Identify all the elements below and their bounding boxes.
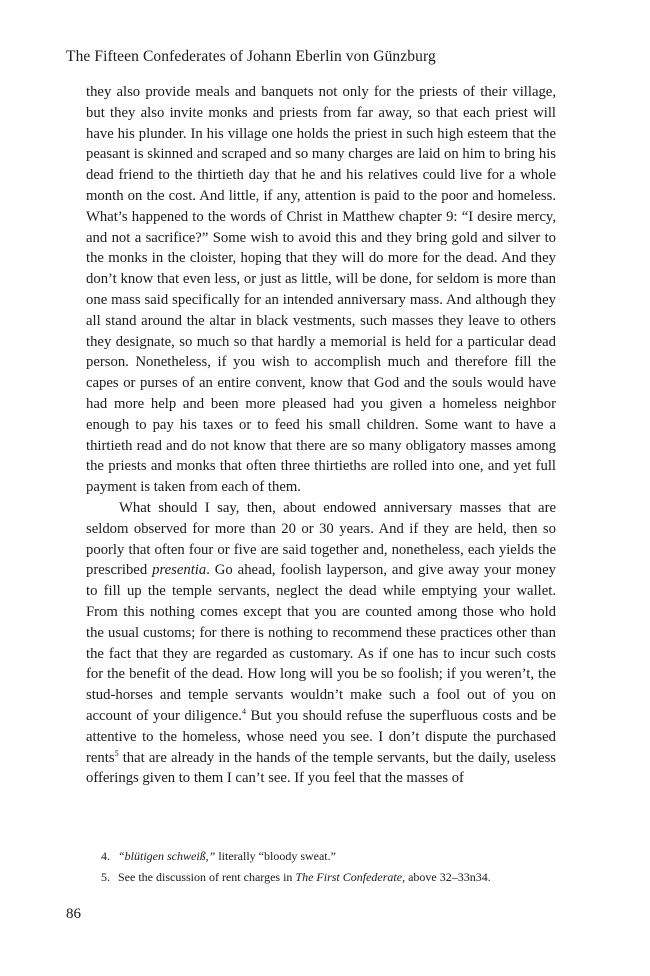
paragraph-2	[86, 498, 556, 789]
paragraph-2-part-1: What should I say, then, about endowed anniversary masses that are seldom observed for more than 20 or 30 years. And if they are held, then so poorly that often four or five are said together and, nonetheless, each yields the prescribed	[86, 499, 556, 579]
main-text	[86, 82, 556, 789]
footnote-text: literally “bloody sweat.”	[215, 849, 336, 863]
footnote-ref-4[interactable]: 4	[241, 706, 246, 716]
footnote-number: 5.	[101, 870, 110, 884]
page-number: 86	[66, 906, 81, 922]
footnote-5	[101, 867, 561, 888]
italic-term-presentia: presentia	[152, 562, 207, 579]
footnote-text-end: , above 32–33n34.	[402, 870, 491, 884]
footnotes	[101, 846, 561, 888]
paragraph-2-part-3: But you should refuse the superfluous costs and be attentive to the homeless, whose need you see. I don’t dispute the purchased rents	[86, 707, 556, 766]
paragraph-2-part-2: . Go ahead, foolish layperson, and give away your money to fill up the temple servants, neglect the dead while emptying your wallet. From this nothing comes except that you are counted among those who hold the usual customs; for there is nothing to recommend these practices other than the fact that they are regarded as customary. As if one has to incur such costs for the benefit of the dead. How long will you be so foolish; if you weren’t, the stud-horses and temple servants wouldn’t make such a fool out of you on account of your diligence.	[86, 562, 556, 724]
footnote-4	[101, 846, 561, 867]
footnote-italic: “blütigen schweiß,”	[118, 849, 216, 863]
paragraph-2-part-4: that are already in the hands of the temple servants, but the daily, useless offerings given to them I can’t see. If you feel that the masses of	[86, 749, 556, 787]
footnote-text: See the discussion of rent charges in	[118, 870, 296, 884]
paragraph-1: they also provide meals and banquets not only for the priests of their village, but they also invite monks and priests from far away, so that each priest will have his plunder. In his village one holds the priest in such high esteem that the peasant is skinned and scraped and so many charges are laid on him to bring his dead friend to the thirtieth day that he and his relatives could live for a whole month on the cost. And little, if any, attention is paid to the poor and homeless. What’s happened to the words of Christ in Matthew chapter 9: “I desire mercy, and not a sacrifice?” Some wish to avoid this and they bring gold and silver to the monks in the cloister, hoping that they will do more for the dead. And they don’t know that even less, or just as little, will be done, for seldom is more than one mass said specifically for an intended anniversary mass. And although they all stand around the altar in black vestments, such masses they leave to others they designate, so much so that hardly a memorial is held for a particular dead person. Nonetheless, if you wish to accomplish much and therefore fill the capes or purses of an entire convent, know that God and the souls would have had more help and been more pleased had you given a homeless neighbor enough to pay his taxes or to feed his small children. Some want to have a thirtieth read and do not know that there are so many obligatory masses among the priests and monks that often three thirtieths are rolled into one, and yet full payment is taken from each of them.	[86, 84, 556, 496]
running-header: The Fifteen Confederates of Johann Eberlin von Günzburg	[66, 48, 436, 65]
footnote-number: 4.	[101, 849, 110, 863]
footnote-italic: The First Confederate	[295, 870, 403, 884]
footnote-ref-5[interactable]: 5	[114, 748, 119, 758]
